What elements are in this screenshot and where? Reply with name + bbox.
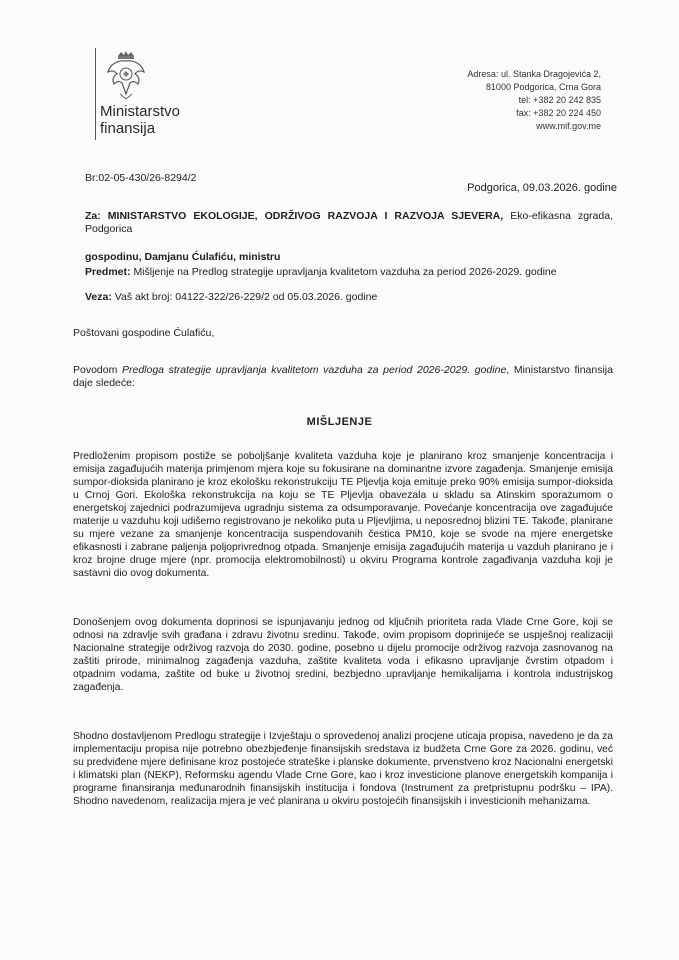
address-fax: fax: +382 20 224 450	[516, 108, 601, 118]
ministry-name-line2: finansija	[100, 120, 156, 137]
address-city: 81000 Podgorica, Crna Gora	[485, 82, 601, 92]
to-address: Eko-efikasna zgrada, Podgorica	[85, 210, 613, 235]
ministry-name	[100, 103, 180, 137]
address-street: Adresa: ul. Stanka Dragojevića 2,	[467, 69, 601, 79]
reference-text: Vaš akt broj: 04122-322/26-229/2 od 05.03.2026. godine	[114, 291, 378, 303]
recipient-block	[85, 210, 613, 236]
reference-line	[85, 291, 377, 304]
recipient-name: gospodinu, Damjanu Ćulafiću, ministru	[85, 251, 281, 263]
opinion-heading: MIŠLJENJE	[306, 416, 373, 428]
body-paragraph-1: Predloženim propisom postiže se poboljšanje kvaliteta vazduha koje je planirano kroz smanjenje koncentracija i emisija zagađujućih materija primjenom mjera koje su fokusirane na dominantne izvore zagađenja. Smanjenje emisija sumpor-dioksida planirano je kroz ekološku rekonstrukciju TE Pljevlja koja emituje preko 90% emisija sumpor-dioksida u Crnoj Gori. Ekološka rekonstrukcija na koju se TE Pljevlja obavezala u skladu sa Atinskim sporazumom o energetskoj zajednici podrazumijeva ugradnju sistema za odsumporavanje. Povećanje koncentracija ove zagađujuće materije u vazduhu koji udišemo registrovano je nekoliko puta u Pljevljima, u neposrednoj blizini TE. Takođe, planirane su mjere vezane za smanjenje koncentracija suspendovanih čestica PM10, koje se svode na mjere energetske efikasnosti i zabrane paljenja poljoprivrednog otpada. Smanjenje emisija zagađujućih materija u vazduh planirano je i kroz brojne druge mjere (npr. promocija elektromobilnosti) u okviru Programa kontrole zagađivanja vazduha koji je sastavni dio ovog dokumenta.	[73, 451, 613, 579]
address-website: www.mif.gov.me	[536, 121, 601, 131]
ministry-name-line1: Ministarstvo	[100, 103, 181, 120]
reference-label: Veza:	[85, 291, 112, 303]
intro-italic: Predloga strategije upravljanja kvalitetom vazduha za period 2026-2029. godine	[121, 364, 507, 376]
body-paragraph-2: Donošenjem ovog dokumenta doprinosi se ispunjavanju jednog od ključnih prioriteta rada Vlade Crne Gore, koji se odnosi na zdravlje svih građana i zdravu životnu sredinu. Takođe, ovim propisom doprinijeće se uspješnoj realizaciji Nacionalne strategije održivog razvoja do 2030. godine, posebno u dijelu promocije održivog razvoja zasnovanog na zaštiti prirode, minimalnog zagađenja vazduha, zaštite kvaliteta voda i efikasno upravljanje čvrstim otpadom i otpadnim vodama, zaštite od buke u životnoj sredini, bezbjedno upravljanje hemikalijama i kontrola industrijskog zagađenja.	[73, 617, 613, 693]
coat-of-arms-icon	[104, 50, 148, 102]
reference-number: Br:02-05-430/26-8294/2	[85, 172, 197, 184]
logo-divider	[95, 48, 96, 140]
subject-label: Predmet:	[85, 266, 131, 278]
document-date: Podgorica, 09.03.2026. godine	[467, 182, 617, 194]
salutation: Poštovani gospodine Ćulafiću,	[73, 327, 215, 339]
intro-paragraph	[73, 364, 613, 390]
to-label: Za:	[85, 210, 101, 222]
subject-text: Mišljenje na Predlog strategije upravljanja kvalitetom vazduha za period 2026-2029. godine	[133, 266, 557, 278]
address-block	[467, 68, 601, 133]
subject-line	[85, 266, 615, 279]
body-paragraph-3: Shodno dostavljenom Predlogu strategije i Izvještaju o sprovedenoj analizi procjene uticaja propisa, navedeno je da za implementaciju propisa nije potrebno obezbjeđenje finansijskih sredstava iz budžeta Crne Gore za 2026. godinu, već su predviđene mjere definisane kroz postojeće strateške i planske dokumente, prvenstveno kroz Nacionalni energetski i klimatski plan (NEKP), Reformsku agendu Vlade Crne Gore, kao i kroz investicione planove energetskih kompanija i programe finansiranja međunarodnih finansijskih institucija i fondova (Instrument za pretpristupnu podršku – IPA). Shodno navedenom, realizacija mjera je već planirana u okviru postojećih finansijskih i investicionih mehanizama.	[73, 731, 613, 807]
intro-post: , Ministarstvo finansija daje sledeće:	[73, 364, 613, 389]
intro-pre: Povodom	[73, 364, 122, 376]
address-phone: tel: +382 20 242 835	[518, 95, 601, 105]
to-name: MINISTARSTVO EKOLOGIJE, ODRŽIVOG RAZVOJA I RAZVOJA SJEVERA,	[107, 210, 504, 222]
